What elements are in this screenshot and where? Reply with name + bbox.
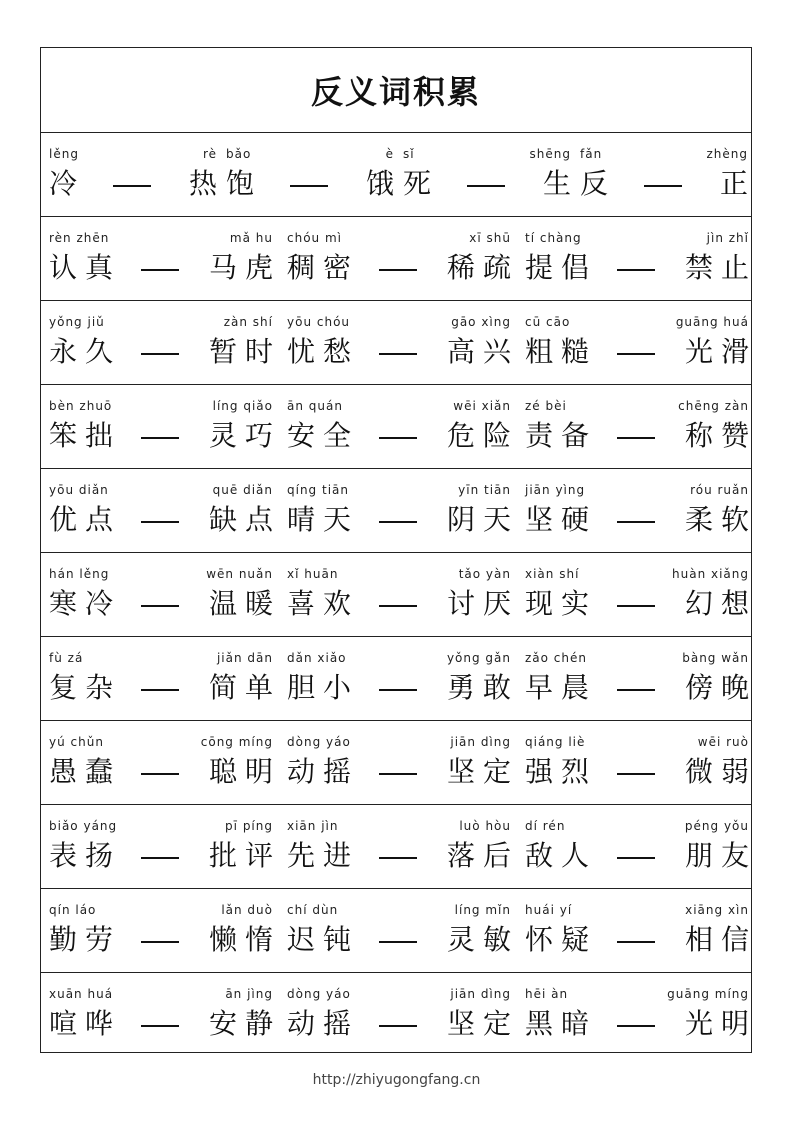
antonym-pair [285, 721, 519, 804]
word-left: 稠密 [287, 251, 360, 284]
pinyin-left: dǎn xiǎo [287, 651, 347, 665]
antonym-pair [47, 721, 281, 804]
pinyin-left: hēi àn [525, 987, 569, 1001]
pinyin-right: jiān dìng [450, 735, 511, 749]
pinyin-left: xiàn shí [525, 567, 580, 581]
pinyin-right: yǒng gǎn [446, 651, 511, 665]
pinyin-left: zé bèi [525, 399, 567, 413]
dash-separator [379, 1005, 417, 1027]
table-row [41, 385, 757, 469]
word-right: 坚定 [446, 755, 519, 788]
pinyin-right: yīn tiān [458, 483, 511, 497]
pinyin-right: líng mǐn [454, 903, 511, 917]
pinyin-left: biǎo yáng [49, 819, 118, 833]
antonym-pair [285, 301, 519, 384]
dash-separator [617, 585, 655, 607]
word-right: 热 [188, 167, 225, 200]
pinyin-right: tǎo yàn [458, 567, 511, 581]
word-right: 柔软 [684, 503, 757, 536]
dash-separator [141, 417, 179, 439]
dash-separator [141, 249, 179, 271]
antonym-pair [523, 469, 757, 552]
antonym-pair [285, 805, 519, 888]
word-left: 反 [580, 167, 617, 200]
title-row [41, 48, 751, 133]
word-left: 认真 [49, 251, 122, 284]
pinyin-right: jìn zhǐ [706, 231, 749, 245]
word-left: 死 [403, 167, 440, 200]
word-right: 饿 [365, 167, 402, 200]
antonym-pair [47, 637, 281, 720]
pinyin-left: rèn zhēn [49, 231, 110, 245]
word-right: 灵敏 [446, 923, 519, 956]
dash-separator [617, 333, 655, 355]
word-right: 批评 [208, 839, 281, 872]
word-right: 简单 [208, 671, 281, 704]
antonym-pair [224, 133, 402, 216]
pinyin-left: jiān yìng [525, 483, 586, 497]
pinyin-left: bǎo [226, 147, 252, 161]
word-left: 胆小 [287, 671, 360, 704]
pinyin-right: quē diǎn [212, 483, 273, 497]
pinyin-left: chí dùn [287, 903, 339, 917]
table-row [41, 217, 757, 301]
pinyin-right: è [385, 147, 394, 161]
word-left: 晴天 [287, 503, 360, 536]
dash-separator [379, 837, 417, 859]
word-left: 强烈 [525, 755, 598, 788]
word-left: 迟钝 [287, 923, 360, 956]
dash-separator [141, 585, 179, 607]
word-left: 愚蠢 [49, 755, 122, 788]
word-left: 笨拙 [49, 419, 122, 452]
pinyin-left: sǐ [403, 147, 415, 161]
pinyin-left: xiān jìn [287, 819, 339, 833]
dash-separator [141, 333, 179, 355]
word-left: 现实 [525, 587, 598, 620]
word-right: 勇敢 [446, 671, 519, 704]
pinyin-left: xuān huá [49, 987, 114, 1001]
word-right: 正 [719, 167, 756, 200]
word-left: 优点 [49, 503, 122, 536]
dash-separator [617, 1005, 655, 1027]
word-right: 懒惰 [208, 923, 281, 956]
word-left: 永久 [49, 335, 122, 368]
pinyin-left: yú chǔn [49, 735, 104, 749]
pinyin-right: lǎn duò [221, 903, 273, 917]
table-row [41, 553, 757, 637]
pinyin-left: yǒng jiǔ [49, 315, 105, 329]
table-row [41, 721, 757, 805]
word-right: 稀疏 [446, 251, 519, 284]
pinyin-right: guāng huá [675, 315, 749, 329]
pinyin-right: zàn shí [223, 315, 273, 329]
word-pair-table [41, 133, 757, 1053]
antonym-pair [285, 385, 519, 468]
word-right: 阴天 [446, 503, 519, 536]
table-row [41, 301, 757, 385]
pinyin-right: gāo xìng [451, 315, 511, 329]
pinyin-left: yōu diǎn [49, 483, 109, 497]
pinyin-left: ān quán [287, 399, 343, 413]
dash-separator [644, 165, 682, 187]
word-right: 幻想 [684, 587, 757, 620]
antonym-pair [523, 889, 757, 972]
word-left: 早晨 [525, 671, 598, 704]
word-left: 饱 [226, 167, 263, 200]
dash-separator [141, 501, 179, 523]
pinyin-left: xǐ huān [287, 567, 339, 581]
pinyin-left: bèn zhuō [49, 399, 113, 413]
word-left: 提倡 [525, 251, 598, 284]
word-left: 动摇 [287, 1007, 360, 1040]
dash-separator [141, 1005, 179, 1027]
page-title: 反义词积累 [310, 73, 481, 111]
antonym-pair [47, 217, 281, 300]
dash-separator [290, 165, 328, 187]
word-right: 危险 [446, 419, 519, 452]
dash-separator [379, 333, 417, 355]
antonym-pair [523, 553, 757, 636]
pinyin-right: rè [202, 147, 217, 161]
dash-separator [617, 921, 655, 943]
pinyin-right: wēn nuǎn [206, 567, 273, 581]
antonym-pair [47, 973, 281, 1053]
antonym-pair [523, 805, 757, 888]
antonym-pair [285, 889, 519, 972]
antonym-pair [401, 133, 579, 216]
dash-separator [617, 837, 655, 859]
word-left: 喜欢 [287, 587, 360, 620]
word-right: 光明 [684, 1007, 757, 1040]
pinyin-left: dòng yáo [287, 987, 351, 1001]
dash-separator [617, 417, 655, 439]
word-left: 喧哗 [49, 1007, 122, 1040]
pinyin-left: dòng yáo [287, 735, 351, 749]
antonym-pair [523, 973, 757, 1053]
word-left: 寒冷 [49, 587, 122, 620]
pinyin-left: cū cāo [525, 315, 571, 329]
pinyin-right: wēi xiǎn [453, 399, 511, 413]
footer-url[interactable]: http://zhiyugongfang.cn [312, 1072, 481, 1088]
pinyin-right: bàng wǎn [682, 651, 749, 665]
word-right: 缺点 [208, 503, 281, 536]
word-right: 安静 [208, 1007, 281, 1040]
dash-separator [617, 669, 655, 691]
word-right: 禁止 [684, 251, 757, 284]
pinyin-left: hán lěng [49, 567, 110, 581]
antonym-pair [285, 553, 519, 636]
word-right: 称赞 [684, 419, 757, 452]
dash-separator [617, 501, 655, 523]
antonym-pair [285, 637, 519, 720]
pinyin-right: wēi ruò [697, 735, 749, 749]
pinyin-right: shēng [529, 147, 571, 161]
pinyin-left: tí chàng [525, 231, 582, 245]
word-right: 朋友 [684, 839, 757, 872]
pinyin-right: xiāng xìn [685, 903, 749, 917]
dash-separator [379, 585, 417, 607]
pinyin-right: jiān dìng [450, 987, 511, 1001]
pinyin-left: qín láo [49, 903, 97, 917]
antonym-pair [523, 217, 757, 300]
dash-separator [617, 249, 655, 271]
word-right: 暂时 [208, 335, 281, 368]
dash-separator [379, 669, 417, 691]
word-left: 先进 [287, 839, 360, 872]
antonym-pair [47, 889, 281, 972]
pinyin-right: huàn xiǎng [672, 567, 749, 581]
antonym-pair [285, 469, 519, 552]
word-right: 微弱 [684, 755, 757, 788]
antonym-pair [47, 553, 281, 636]
word-left: 忧愁 [287, 335, 360, 368]
word-right: 温暖 [208, 587, 281, 620]
dash-separator [467, 165, 505, 187]
table-row [41, 889, 757, 973]
pinyin-left: fǎn [580, 147, 603, 161]
word-left: 动摇 [287, 755, 360, 788]
pinyin-left: qiáng liè [525, 735, 586, 749]
pinyin-left: qíng tiān [287, 483, 349, 497]
word-left: 勤劳 [49, 923, 122, 956]
word-left: 粗糙 [525, 335, 598, 368]
antonym-pair [578, 133, 756, 216]
word-left: 怀疑 [525, 923, 598, 956]
word-right: 马虎 [208, 251, 281, 284]
dash-separator [379, 417, 417, 439]
pinyin-right: luò hòu [459, 819, 511, 833]
dash-separator [141, 921, 179, 943]
pinyin-right: chēng zàn [678, 399, 749, 413]
dash-separator [141, 837, 179, 859]
antonym-pair [47, 805, 281, 888]
antonym-pair [523, 637, 757, 720]
word-right: 生 [542, 167, 579, 200]
dash-separator [379, 249, 417, 271]
pinyin-right: guāng míng [667, 987, 749, 1001]
antonym-pair [285, 973, 519, 1053]
word-right: 灵巧 [208, 419, 281, 452]
antonym-pair [47, 385, 281, 468]
pinyin-right: ān jìng [225, 987, 273, 1001]
table-row [41, 805, 757, 889]
pinyin-left: zǎo chén [525, 651, 587, 665]
word-right: 讨厌 [446, 587, 519, 620]
dash-separator [113, 165, 151, 187]
pinyin-right: líng qiǎo [212, 399, 273, 413]
word-left: 坚硬 [525, 503, 598, 536]
word-left: 冷 [49, 167, 86, 200]
word-left: 复杂 [49, 671, 122, 704]
pinyin-right: zhèng [706, 147, 748, 161]
word-right: 落后 [446, 839, 519, 872]
dash-separator [379, 501, 417, 523]
word-left: 责备 [525, 419, 598, 452]
table-row [41, 973, 757, 1053]
pinyin-left: lěng [49, 147, 79, 161]
word-right: 傍晚 [684, 671, 757, 704]
dash-separator [379, 753, 417, 775]
pinyin-left: huái yí [525, 903, 573, 917]
pinyin-left: chóu mì [287, 231, 342, 245]
antonym-pair [523, 301, 757, 384]
worksheet [40, 47, 757, 1053]
antonym-pair [285, 217, 519, 300]
word-left: 安全 [287, 419, 360, 452]
dash-separator [141, 669, 179, 691]
pinyin-right: péng yǒu [684, 819, 749, 833]
word-left: 表扬 [49, 839, 122, 872]
table-row [41, 133, 756, 217]
antonym-pair [47, 469, 281, 552]
table-row [41, 469, 757, 553]
table-row [41, 637, 757, 721]
pinyin-right: jiǎn dān [216, 651, 273, 665]
pinyin-right: pī píng [225, 819, 273, 833]
pinyin-left: fù zá [49, 651, 84, 665]
antonym-pair [523, 385, 757, 468]
dash-separator [379, 921, 417, 943]
pinyin-right: róu ruǎn [690, 483, 749, 497]
word-left: 敌人 [525, 839, 598, 872]
word-right: 坚定 [446, 1007, 519, 1040]
pinyin-left: yōu chóu [287, 315, 351, 329]
pinyin-right: mǎ hu [229, 231, 273, 245]
word-right: 高兴 [446, 335, 519, 368]
dash-separator [617, 753, 655, 775]
word-right: 光滑 [684, 335, 757, 368]
antonym-pair [523, 721, 757, 804]
pinyin-right: cōng míng [200, 735, 273, 749]
antonym-pair [47, 133, 225, 216]
pinyin-right: xī shū [469, 231, 511, 245]
dash-separator [141, 753, 179, 775]
word-right: 聪明 [208, 755, 281, 788]
word-right: 相信 [684, 923, 757, 956]
word-left: 黑暗 [525, 1007, 598, 1040]
antonym-pair [47, 301, 281, 384]
pinyin-left: dí rén [525, 819, 566, 833]
